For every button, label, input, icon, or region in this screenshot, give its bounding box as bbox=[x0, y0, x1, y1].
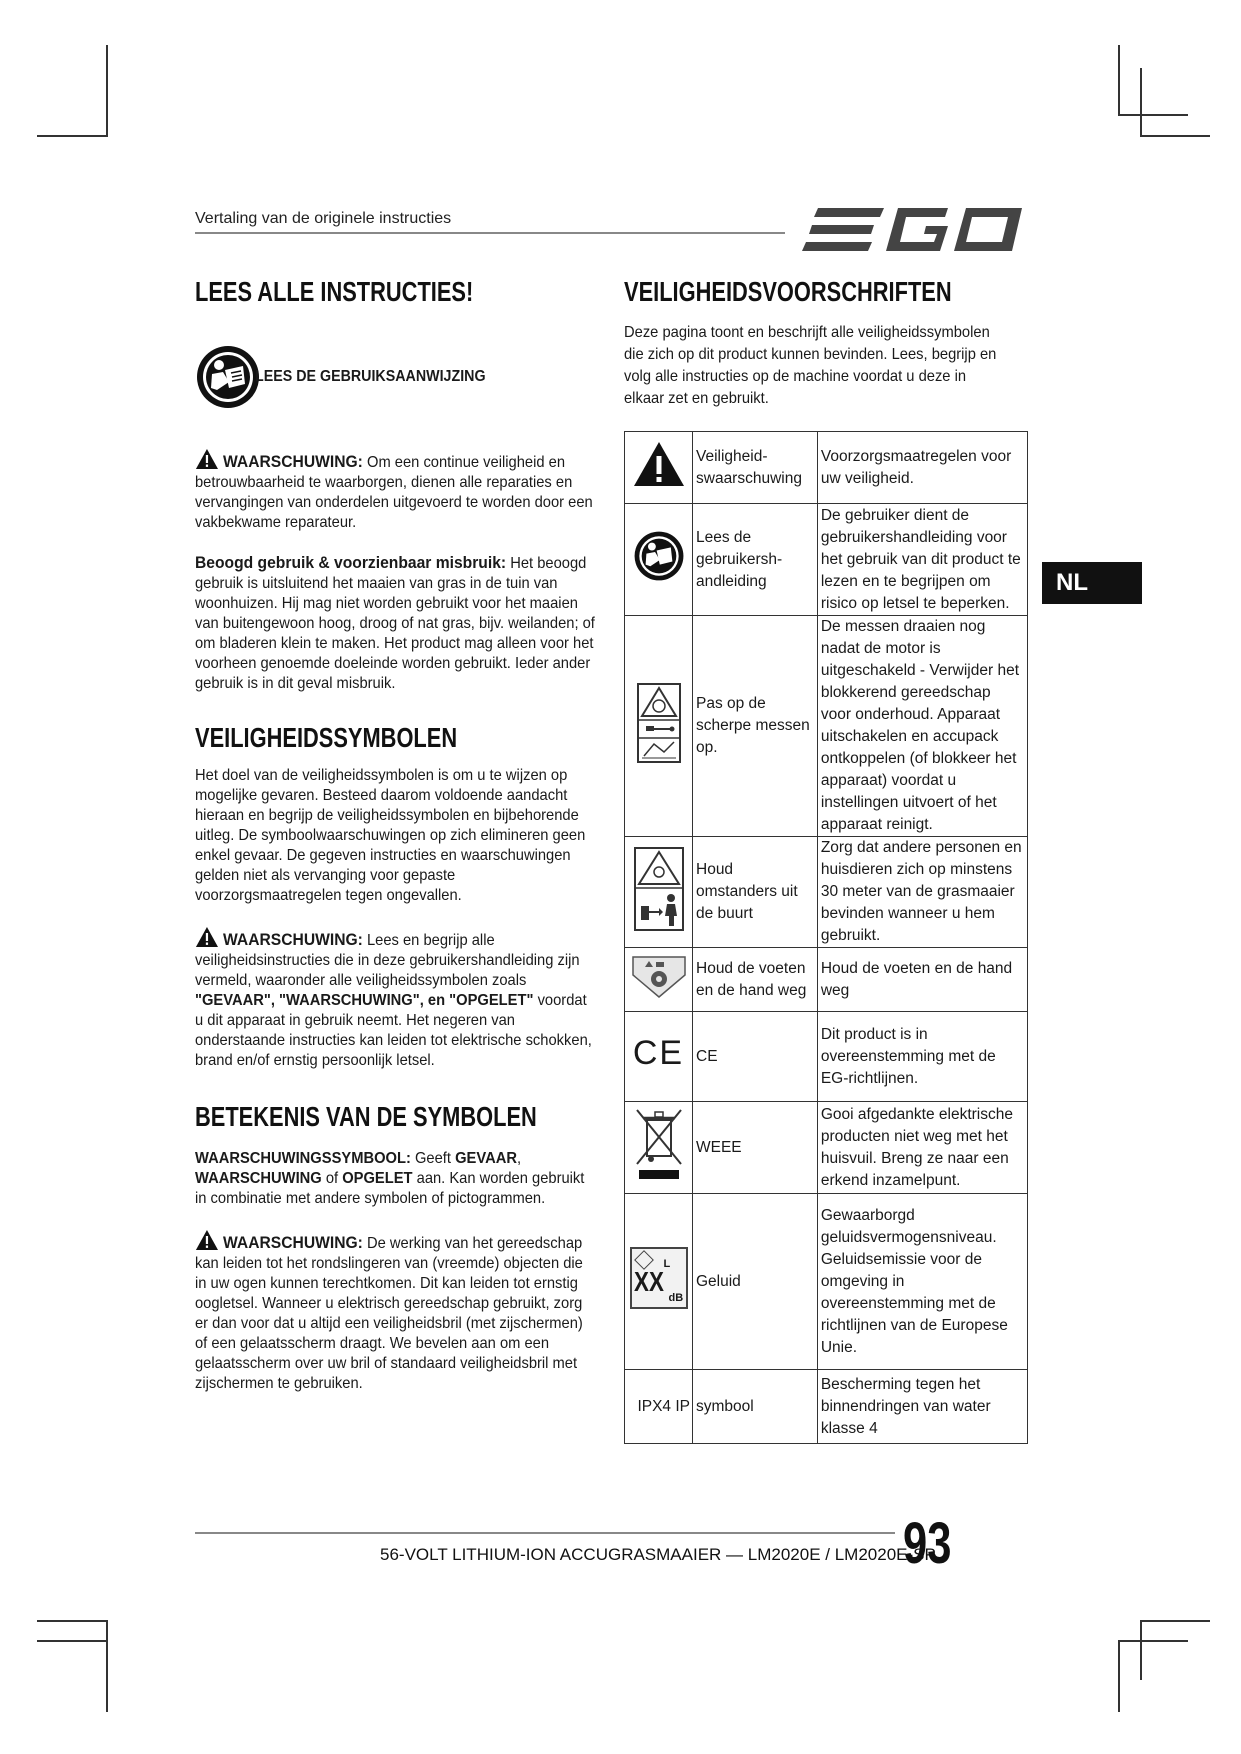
warning-symbol-label: WAARSCHUWINGSSYMBOOL: bbox=[195, 1150, 411, 1167]
warning-label: WAARSCHUWING: bbox=[223, 452, 363, 471]
signal-word-waarschuwing: WAARSCHUWING bbox=[195, 1170, 322, 1187]
intended-use-paragraph bbox=[195, 553, 595, 694]
symbols-table bbox=[624, 431, 1028, 1444]
table-row bbox=[625, 504, 1028, 616]
heading-lees-alle-instructies: LEES ALLE INSTRUCTIES! bbox=[195, 276, 474, 307]
ego-logo bbox=[800, 205, 1025, 260]
table-row bbox=[625, 1102, 1028, 1194]
text-fragment: aan. Kan worden gebruikt in combinatie met andere symbolen of pictogrammen. bbox=[195, 1170, 585, 1207]
warning-triangle-icon bbox=[195, 926, 219, 948]
table-row bbox=[625, 1012, 1028, 1102]
noise-value: XX bbox=[633, 1266, 664, 1297]
warning-paragraph-1 bbox=[195, 448, 595, 533]
symbol-name: CE bbox=[693, 1012, 818, 1102]
warning-text: Lees en begrijp alle veiligheidsinstructies die in deze gebruikershandleiding zijn vermeld, waaronder alle veiligheidssymbolen zoals bbox=[195, 932, 580, 989]
signal-words: "GEVAAR", "WAARSCHUWING", en "OPGELET" bbox=[195, 992, 534, 1009]
read-manual-icon bbox=[633, 530, 685, 582]
page-number: 93 bbox=[903, 1511, 952, 1576]
icon-cell bbox=[625, 948, 693, 1012]
warning-text: Om een continue veiligheid en betrouwbaarheid te waarborgen, dienen alle reparaties en vervangingen van onderdelen uitgevoerd te worden door een vakbekwame reparateur. bbox=[195, 454, 593, 531]
crop-mark bbox=[1140, 1620, 1142, 1680]
intro-paragraph: Deze pagina toont en beschrijft alle veiligheidssymbolen die zich op dit product kunnen bevinden. Lees, begrijp en volg alle instructies op de machine voordat u deze in elkaar zet en gebruikt. bbox=[624, 324, 997, 407]
symbol-name: Lees de gebruikersh-andleiding bbox=[693, 504, 818, 616]
warning-text: De werking van het gereedschap kan leiden tot het rondslingeren van (vreemde) objecten die in uw ogen kunnen terechtkomen. Dit kan leiden tot ernstig oogletsel. Wanneer u elektrisch gereedschap gebruikt, zorg er dan voor dat u altijd een veiligheidsbril (met zijschermen) of een gelaatsscherm draagt. We bevelen aan om een gelaatsscherm over uw bril of standaard veiligheidsbril met zijschermen te gebruiken. bbox=[195, 1235, 583, 1392]
warning-triangle-icon bbox=[632, 440, 686, 488]
table-row bbox=[625, 1194, 1028, 1370]
signal-word-gevaar: GEVAAR bbox=[455, 1150, 517, 1167]
symbol-desc: De gebruiker dient de gebruikershandleiding voor het gebruik van dit product te lezen en te begrijpen om risico op letsel te beperken. bbox=[817, 504, 1027, 616]
hands-feet-icon bbox=[629, 953, 689, 999]
symbol-desc: Houd de voeten en de hand weg bbox=[817, 948, 1027, 1012]
warning-label: WAARSCHUWING: bbox=[223, 1233, 363, 1252]
bystanders-icon bbox=[633, 846, 685, 932]
crop-mark bbox=[1118, 45, 1120, 115]
warning-triangle-icon bbox=[195, 448, 219, 470]
crop-mark bbox=[1118, 1640, 1188, 1642]
symbol-desc: De messen draaien nog nadat de motor is uitgeschakeld - Verwijder het blokkerend gereedschap voor onderhoud. Apparaat uitschakelen en accupack ontkoppelen (of blokkeer het apparaat) voordat u instellingen uitvoert of het apparaat reinigt. bbox=[817, 616, 1027, 837]
ipx4-label: IPX4 IP bbox=[637, 1397, 690, 1415]
icon-cell bbox=[625, 1012, 693, 1102]
crop-mark bbox=[1118, 1640, 1120, 1712]
icon-cell bbox=[625, 432, 693, 504]
crop-mark bbox=[37, 1640, 107, 1642]
intended-use-label: Beoogd gebruik & voorzienbaar misbruik: bbox=[195, 553, 507, 572]
symbol-desc: Zorg dat andere personen en huisdieren zich op minstens 30 meter van de grasmaaier bevinden wanneer u hem gebruikt. bbox=[817, 837, 1027, 948]
symbol-desc: Bescherming tegen het binnendringen van water klasse 4 bbox=[817, 1370, 1027, 1444]
symbol-name: Houd omstanders uit de buurt bbox=[693, 837, 818, 948]
ce-mark-icon: CE bbox=[632, 1034, 685, 1072]
table-row bbox=[625, 432, 1028, 504]
table-row bbox=[625, 1370, 1028, 1444]
icon-cell bbox=[625, 837, 693, 948]
icon-cell bbox=[625, 1194, 693, 1370]
noise-unit: dB bbox=[668, 1292, 684, 1304]
read-manual-icon bbox=[195, 344, 261, 410]
symbolen-paragraph: Het doel van de veiligheidssymbolen is om u te wijzen op mogelijke gevaren. Besteed daarom voldoende aandacht hieraan en begrijp de veiligheidssymbolen en bijbehorende uitleg. De symboolwaarschuwingen op zich elimineren geen enkel gevaar. De gegeven instructies en waarschuwingen gelden niet als vervanging voor gepaste voorzorgsmaatregelen tegen ongevallen. bbox=[195, 767, 586, 904]
symbol-name: Veiligheid-swaarschuwing bbox=[693, 432, 818, 504]
symbol-desc: Voorzorgsmaatregelen voor uw veiligheid. bbox=[817, 432, 1027, 504]
symbol-desc: Gewaarborgd geluidsvermogensniveau. Geluidsemissie voor de omgeving in overeenstemming met de richtlijnen van de Europese Unie. bbox=[817, 1194, 1027, 1370]
signal-word-opgelet: OPGELET bbox=[342, 1170, 413, 1187]
crop-mark bbox=[37, 1620, 107, 1622]
language-tab: NL bbox=[1042, 562, 1142, 604]
symbol-name: Houd de voeten en de hand weg bbox=[693, 948, 818, 1012]
crop-mark bbox=[106, 1620, 108, 1712]
warning-symbol-paragraph bbox=[195, 1149, 595, 1209]
crop-mark bbox=[106, 45, 108, 137]
sharp-blades-icon bbox=[636, 682, 682, 764]
text-fragment: Geeft bbox=[410, 1150, 456, 1167]
warning-paragraph-3 bbox=[195, 1229, 595, 1394]
icon-cell bbox=[625, 616, 693, 837]
heading-veiligheidssymbolen: VEILIGHEIDSSYMBOLEN bbox=[195, 722, 458, 753]
crop-mark bbox=[1140, 1620, 1210, 1622]
crop-mark bbox=[1118, 114, 1188, 116]
footer-text: 56-VOLT LITHIUM-ION ACCUGRASMAAIER — LM2020E / LM2020E-SP bbox=[380, 1545, 936, 1564]
manual-label: LEES DE GEBRUIKSAANWIJZING bbox=[255, 368, 486, 385]
heading-betekenis: BETEKENIS VAN DE SYMBOLEN bbox=[195, 1101, 537, 1132]
manual-row bbox=[195, 344, 635, 410]
right-column bbox=[624, 276, 1044, 410]
header-text: Vertaling van de originele instructies bbox=[195, 210, 452, 227]
warning-paragraph-2 bbox=[195, 926, 595, 1071]
warning-label: WAARSCHUWING: bbox=[223, 930, 363, 949]
table-row bbox=[625, 616, 1028, 837]
warning-text-cont: voordat u dit apparaat in gebruik neemt. Het negeren van onderstaande instructies kan leiden tot elektrische schokken, brand en/of ernstig persoonlijk letsel. bbox=[195, 992, 592, 1069]
intended-use-text: Het beoogd gebruik is uitsluitend het maaien van gras in de tuin van woonhuizen. Hij mag niet worden gebruikt voor het maaien van buitengewoon hoog, droog of nat gras, bijv. weilanden; of om bladeren klein te maken. Het product mag alleen voor het voorheen genoemde doeleinde worden gebruikt. Ieder ander gebruik is in dit geval misbruik. bbox=[195, 555, 595, 692]
symbol-name: WEEE bbox=[693, 1102, 818, 1194]
crop-mark bbox=[37, 135, 107, 137]
crop-mark bbox=[1140, 135, 1210, 137]
weee-bin-icon bbox=[633, 1106, 685, 1182]
symbol-desc: Dit product is in overeenstemming met de EG-richtlijnen. bbox=[817, 1012, 1027, 1102]
footer-rule bbox=[195, 1532, 895, 1534]
symbol-desc: Gooi afgedankte elektrische producten niet weg met het huisvuil. Breng ze naar een erkend inzamelpunt. bbox=[817, 1102, 1027, 1194]
noise-level-icon: L XX dB bbox=[630, 1247, 688, 1309]
left-column bbox=[195, 276, 635, 1394]
icon-cell bbox=[625, 1370, 693, 1444]
text-fragment: of bbox=[321, 1170, 343, 1187]
warning-triangle-icon bbox=[195, 1229, 219, 1251]
header-rule bbox=[195, 232, 785, 234]
crop-mark bbox=[1140, 68, 1142, 136]
symbol-name: symbool bbox=[693, 1370, 818, 1444]
symbol-name: Geluid bbox=[693, 1194, 818, 1370]
table-row bbox=[625, 837, 1028, 948]
symbol-name: Pas op de scherpe messen op. bbox=[693, 616, 818, 837]
heading-veiligheidsvoorschriften: VEILIGHEIDSVOORSCHRIFTEN bbox=[624, 276, 952, 307]
icon-cell bbox=[625, 504, 693, 616]
text-fragment: , bbox=[516, 1150, 522, 1167]
icon-cell bbox=[625, 1102, 693, 1194]
table-row bbox=[625, 948, 1028, 1012]
